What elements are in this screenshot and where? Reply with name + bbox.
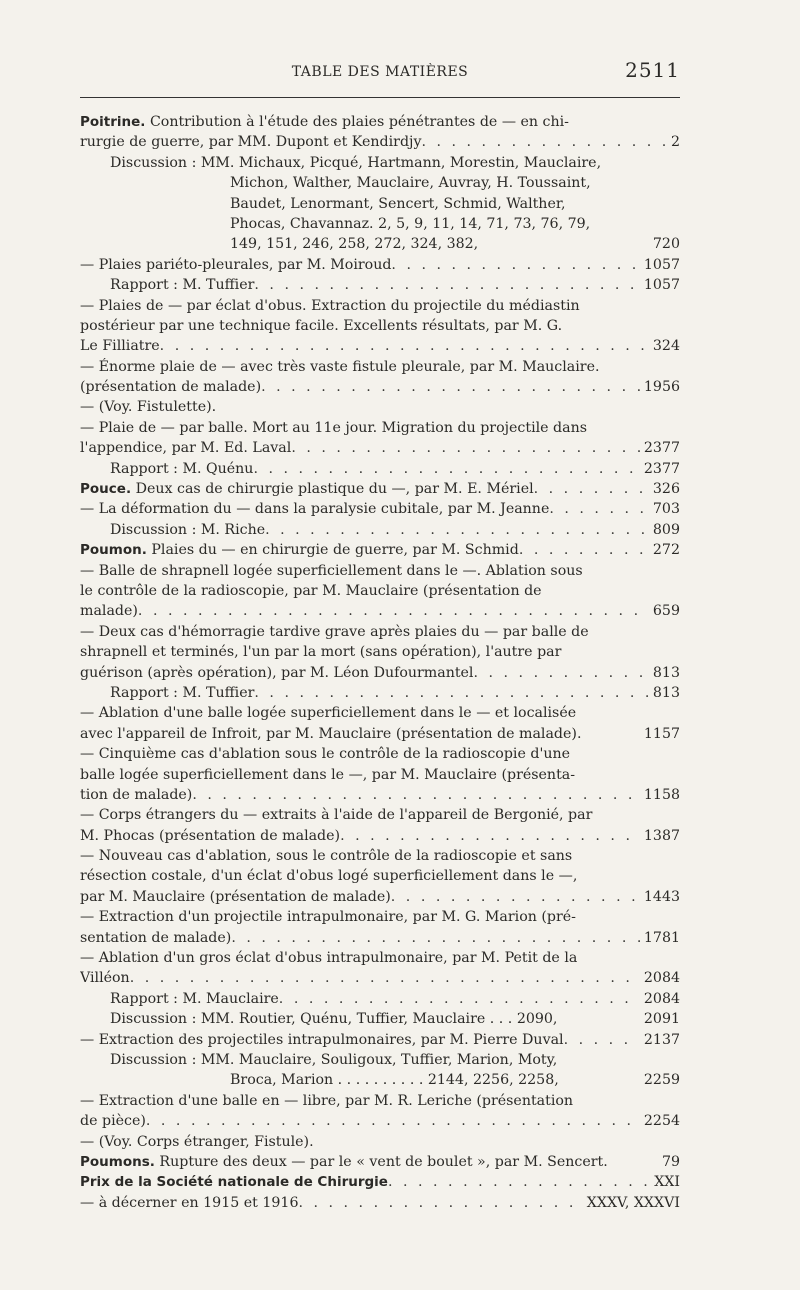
index-line-text: — Extraction des projectiles intrapulmonaires, par M. Pierre Duval (80, 1031, 564, 1048)
index-line (80, 418, 680, 438)
index-line-text: — Plaie de — par balle. Mort au 11e jour. Migration du projectile dans (80, 419, 588, 436)
index-line-text: — Extraction d'une balle en — libre, par M. R. Leriche (présentation (80, 1092, 574, 1109)
index-line-text: Discussion : M. Riche (110, 521, 266, 538)
index-line-text: le contrôle de la radioscopie, par M. Mauclaire (présentation de (80, 582, 542, 599)
index-page-ref: XXXV, XXXVI (586, 1194, 680, 1211)
index-line (80, 846, 680, 866)
index-page-ref: 2091 (643, 1011, 680, 1028)
index-line-text: Poitrine. Contribution à l'étude des plaies pénétrantes de — en chi- (80, 114, 569, 130)
index-line-text: postérieur par une technique facile. Excellents résultats, par M. G. (80, 317, 563, 334)
index-line (80, 1009, 680, 1029)
index-line-text: Discussion : MM. Michaux, Picqué, Hartmann, Morestin, Mauclaire, (110, 154, 602, 171)
index-line-text: Poumons. Rupture des deux — par le « vent de boulet », par M. Sencert. (80, 1153, 608, 1170)
dot-leader (279, 989, 640, 1009)
index-line (80, 275, 680, 295)
dot-leader (146, 1111, 640, 1131)
index-page-ref: XXI (654, 1174, 680, 1191)
header-rule (80, 97, 680, 98)
index-line (80, 1030, 680, 1050)
index-line-text: rurgie de guerre, par MM. Dupont et Kendirdjy (80, 134, 422, 151)
index-line-text: — Plaies pariéto-pleurales, par M. Moiroud (80, 256, 392, 273)
dot-leader (388, 1172, 650, 1192)
index-line (80, 1070, 680, 1090)
index-line-text: — Corps étrangers du — extraits à l'aide de l'appareil de Bergonié, par (80, 807, 593, 824)
index-line (80, 214, 680, 234)
index-page-ref: 2137 (643, 1031, 680, 1048)
index-line (80, 1111, 680, 1131)
index-line (80, 1091, 680, 1111)
index-line (80, 703, 680, 723)
index-line-text: Le Filliatre (80, 338, 160, 355)
dot-leader (391, 887, 640, 907)
index-page-ref: 813 (652, 664, 680, 681)
index-line (80, 683, 680, 703)
index-line-text: l'appendice, par M. Ed. Laval (80, 440, 292, 457)
index-line (80, 153, 680, 173)
index-line (80, 1193, 680, 1213)
index-line-text: guérison (après opération), par M. Léon Dufourmantel (80, 664, 474, 681)
index-line (80, 540, 680, 560)
index-page-ref: 1157 (643, 725, 680, 742)
index-line (80, 336, 680, 356)
index-line-text: Discussion : MM. Mauclaire, Souligoux, Tuffier, Marion, Moty, (110, 1051, 558, 1068)
index-line-text: balle logée superficiellement dans le —, par M. Mauclaire (présenta- (80, 766, 576, 783)
index-line (80, 744, 680, 764)
index-line (80, 357, 680, 377)
dot-leader (130, 968, 640, 988)
index-page-ref: 809 (652, 521, 680, 538)
index-line (80, 989, 680, 1009)
dot-leader (564, 1030, 640, 1050)
index-line (80, 866, 680, 886)
index-line-text: — Balle de shrapnell logée superficiellement dans le —. Ablation sous (80, 562, 583, 579)
index-page-ref: 1057 (643, 256, 680, 273)
index-line (80, 377, 680, 397)
index-line (80, 520, 680, 540)
index-page-ref: 659 (652, 603, 680, 620)
index-line (80, 1172, 680, 1192)
index-line (80, 581, 680, 601)
index-line-text: — Extraction d'un projectile intrapulmonaire, par M. G. Marion (pré- (80, 909, 576, 926)
index-line-text: — (Voy. Corps étranger, Fistule). (80, 1133, 314, 1150)
dot-leader (340, 826, 640, 846)
index-line-text: tion de malade) (80, 786, 193, 803)
dot-leader (231, 928, 640, 948)
index-page-ref: 1057 (643, 277, 680, 294)
header-title: TABLE DES MATIÈRES (291, 64, 469, 80)
dot-leader (254, 683, 649, 703)
index-line (80, 561, 680, 581)
index-line-text: Rapport : M. Quénu (110, 460, 254, 477)
index-line-text: — Cinquième cas d'ablation sous le contrôle de la radioscopie d'une (80, 746, 571, 763)
index-line (80, 132, 680, 152)
index-line-text: Villéon (80, 970, 130, 987)
index-line (80, 499, 680, 519)
dot-leader (549, 499, 649, 519)
dot-leader (253, 459, 639, 479)
index-line (80, 826, 680, 846)
index-page-ref: 1956 (643, 379, 680, 396)
index-line-text: par M. Mauclaire (présentation de malade) (80, 888, 391, 905)
index-line-text: — Plaies de — par éclat d'obus. Extraction du projectile du médiastin (80, 297, 580, 314)
index-page-ref: 79 (661, 1153, 680, 1170)
index-line-text: Phocas, Chavannaz. 2, 5, 9, 11, 14, 71, 73, 76, 79, (230, 215, 591, 232)
index-line (80, 316, 680, 336)
dot-leader (160, 336, 649, 356)
index-line-text: Michon, Walther, Mauclaire, Auvray, H. Toussaint, (230, 175, 591, 192)
dot-leader (138, 601, 649, 621)
index-line-text: Poumon. Plaies du — en chirurgie de guerre, par M. Schmid (80, 542, 519, 559)
dot-leader (261, 377, 640, 397)
index-line-text: Rapport : M. Tuffier (110, 277, 255, 294)
dot-leader (192, 785, 640, 805)
index-page-ref: 326 (652, 481, 680, 498)
index-line-text: — La déformation du — dans la paralysie cubitale, par M. Jeanne (80, 501, 550, 518)
index-line-text: avec l'appareil de Infroit, par M. Mauclaire (présentation de malade). (80, 725, 582, 742)
dot-leader (291, 438, 640, 458)
index-line (80, 887, 680, 907)
index-line (80, 765, 680, 785)
index-page-ref: 1443 (643, 888, 680, 905)
index-line (80, 907, 680, 927)
index-line (80, 479, 680, 499)
index-page-ref: 2254 (643, 1113, 680, 1130)
index-page-ref: 2259 (643, 1072, 680, 1089)
index-line (80, 194, 680, 214)
index-page-ref: 1158 (643, 786, 680, 803)
index-line (80, 296, 680, 316)
index-page-ref: 1781 (643, 929, 680, 946)
dot-leader (254, 275, 639, 295)
index-page-ref: 1387 (643, 827, 680, 844)
running-header (80, 58, 680, 88)
index-page-ref: 2377 (643, 460, 680, 477)
index-line (80, 397, 680, 417)
index-line-text: Rapport : M. Mauclaire (110, 990, 279, 1007)
index-line (80, 459, 680, 479)
index-line (80, 642, 680, 662)
index-line-text: shrapnell et terminés, l'un par la mort (sans opération), l'autre par (80, 644, 562, 661)
index-line-text: M. Phocas (présentation de malade) (80, 827, 341, 844)
index-page-ref: 813 (652, 684, 680, 701)
index-line-text: — Nouveau cas d'ablation, sous le contrôle de la radioscopie et sans (80, 848, 573, 865)
index-line-text: Discussion : MM. Routier, Quénu, Tuffier, Mauclaire . . . 2090, (110, 1011, 558, 1028)
index-page-ref: 2 (670, 134, 680, 151)
index-line (80, 663, 680, 683)
index-page-ref: 2084 (643, 970, 680, 987)
index-page-ref: 272 (652, 542, 680, 559)
index-line (80, 438, 680, 458)
index-line-text: — Deux cas d'hémorragie tardive grave après plaies du — par balle de (80, 623, 589, 640)
dot-leader (391, 255, 639, 275)
index-line-text: — Énorme plaie de — avec très vaste fistule pleurale, par M. Mauclaire. (80, 358, 600, 375)
index-line-text: — Ablation d'un gros éclat d'obus intrapulmonaire, par M. Petit de la (80, 950, 578, 967)
index-line (80, 622, 680, 642)
index-page-ref: 2377 (643, 440, 680, 457)
index-line-text: malade) (80, 603, 138, 620)
dot-leader (265, 520, 649, 540)
index-line-text: Pouce. Deux cas de chirurgie plastique du —, par M. E. Mériel (80, 481, 534, 498)
index-line-text: sentation de malade) (80, 929, 232, 946)
dot-leader (534, 479, 649, 499)
dot-leader (298, 1193, 582, 1213)
index-line (80, 928, 680, 948)
index-line-text: (présentation de malade) (80, 379, 262, 396)
index-line-text: — (Voy. Fistulette). (80, 399, 217, 416)
dot-leader (421, 132, 667, 152)
index-page-ref: 720 (652, 236, 680, 253)
index-line (80, 234, 680, 254)
index-line (80, 785, 680, 805)
index-line-text: Broca, Marion . . . . . . . . . . 2144, 2256, 2258, (230, 1072, 559, 1089)
index-line-text: — à décerner en 1915 et 1916 (80, 1194, 299, 1211)
index-line-text: — Ablation d'une balle logée superficiellement dans le — et localisée (80, 705, 577, 722)
index-line (80, 805, 680, 825)
index-line (80, 173, 680, 193)
index-body (80, 112, 680, 1213)
dot-leader (519, 540, 649, 560)
index-line (80, 724, 680, 744)
index-line-text: de pièce) (80, 1113, 146, 1130)
index-line-text: 149, 151, 246, 258, 272, 324, 382, (230, 236, 479, 253)
index-page-ref: 2084 (643, 990, 680, 1007)
index-line (80, 255, 680, 275)
index-line (80, 1132, 680, 1152)
index-page-ref: 703 (652, 501, 680, 518)
index-line (80, 1050, 680, 1070)
index-line-text: Baudet, Lenormant, Sencert, Schmid, Walther, (230, 195, 566, 212)
page-number: 2511 (625, 58, 680, 82)
index-line (80, 948, 680, 968)
index-line-text: Prix de la Société nationale de Chirurgie (80, 1174, 388, 1191)
index-page-ref: 324 (652, 338, 680, 355)
index-line (80, 1152, 680, 1172)
index-line (80, 968, 680, 988)
dot-leader (473, 663, 648, 683)
index-line (80, 112, 680, 132)
index-line-text: Rapport : M. Tuffier (110, 684, 255, 701)
index-line (80, 601, 680, 621)
index-line-text: résection costale, d'un éclat d'obus logé superficiellement dans le —, (80, 868, 578, 885)
